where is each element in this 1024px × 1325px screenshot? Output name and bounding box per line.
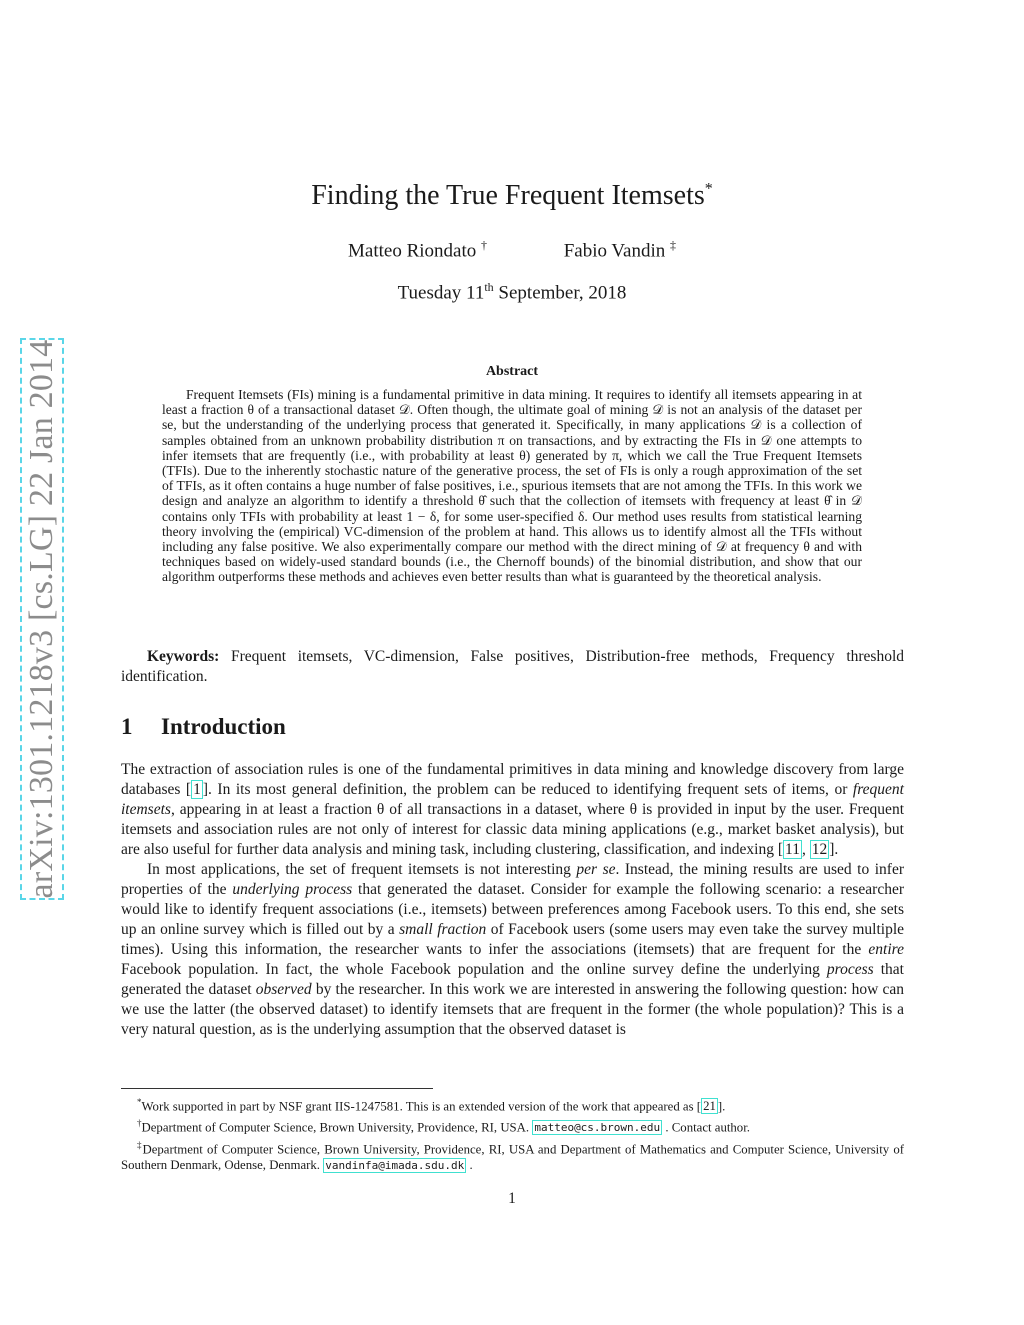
author-name: Fabio Vandin	[563, 240, 666, 262]
author-name: Matteo Riondato	[348, 240, 477, 262]
emphasis: small fraction	[399, 921, 487, 938]
text-run: In most applications, the set of frequent itemsets is not interesting	[147, 861, 577, 878]
section-number: 1	[121, 714, 133, 739]
footnote-text: Department of Computer Science, Brown University, Providence, RI, USA.	[141, 1120, 533, 1135]
footnote-3	[121, 1137, 904, 1175]
citation-separator: ,	[801, 841, 810, 858]
paragraph-1: The extraction of association rules is one of the fundamental primitives in data mining and knowledge discovery from large databases [ 1 ]. In its most general definition, the problem can be reduced to identifying frequent sets of items, or frequent itemsets, appearing in at least a fraction θ of all transactions in a dataset, where θ is provided in input by the user. Frequent itemsets and association rules are not only of interest for classic data mining applications (e.g., market basket analysis), but are also useful for further data analysis and mining task, including clustering, classification, and indexing [ 11 , 12 ].	[121, 761, 904, 858]
citation-link[interactable]: 11	[785, 841, 800, 858]
footnote-text: .	[466, 1158, 473, 1173]
emphasis: process	[826, 961, 874, 978]
emphasis: per se	[576, 861, 616, 878]
footnote-text: .	[722, 1099, 726, 1114]
author-footnote-mark[interactable]: ‡	[670, 238, 676, 252]
footnote-text: Work supported in part by NSF grant IIS-1247581. This is an extended version of the work that appeared as	[141, 1099, 697, 1114]
author-2	[564, 238, 676, 262]
footnote-text: . Contact author.	[662, 1120, 750, 1135]
arxiv-stamp[interactable]	[20, 338, 64, 900]
section-title: Introduction	[161, 714, 286, 739]
abstract-heading: Abstract	[485, 364, 539, 379]
text-run: The extraction of association rules is one of the fundamental primitives in data mining and knowledge discovery from large databases	[121, 761, 904, 798]
emphasis: frequent itemsets	[121, 781, 904, 818]
page-number: 1	[508, 1190, 516, 1207]
keywords	[121, 647, 904, 687]
paper-title	[0, 180, 1024, 212]
footnote-mark: ‡	[137, 1139, 143, 1150]
text-run: , appearing in at least a fraction θ of all transactions in a dataset, where θ is provided in input by the user. Frequent itemsets and association rules are not only of interest for classic data mining applications (e.g., market basket analysis), but are also useful for further data analysis and mining task, including clustering, classification, and indexing	[121, 801, 904, 858]
text-run: Facebook population. In fact, the whole Facebook population and the online survey define the underlying	[121, 961, 827, 978]
citation-link[interactable]: 12	[811, 841, 828, 858]
citation-link[interactable]: 1	[193, 781, 201, 798]
author-1	[348, 238, 487, 262]
date-day: Tuesday 11	[397, 282, 485, 304]
date-month-year: September, 2018	[493, 282, 627, 304]
section-body	[121, 760, 904, 1040]
paper-date	[0, 280, 1024, 304]
text-run: of Facebook users (some users may even take the survey multiple times). Using this information, the researcher wants to infer the associations (itemsets) that are frequent for the	[121, 921, 905, 958]
title-footnote-mark[interactable]: *	[704, 180, 713, 198]
footnote-2	[121, 1115, 904, 1137]
footnote-mark: †	[137, 1117, 142, 1128]
emphasis: observed	[255, 981, 312, 998]
emphasis: entire	[868, 941, 904, 958]
emphasis: underlying process	[232, 881, 353, 898]
text-run: that generated the dataset. Consider for example the following scenario: a researcher would like to identify frequent associations (i.e., itemsets) between preferences among Facebook users. To this end, she sets up an online survey which is filled out by a	[121, 881, 904, 938]
author-list	[0, 238, 1024, 262]
citation-link[interactable]: 21	[703, 1099, 716, 1114]
paragraph-2	[121, 860, 904, 1040]
arxiv-id: arXiv:1301.1218v3 [cs.LG] 22 Jan 2014	[23, 339, 60, 899]
footnote-1: *Work supported in part by NSF grant IIS-1247581. This is an extended version of the work that appeared as [ 21 ].	[137, 1097, 726, 1114]
text-run: that generated the dataset	[121, 961, 904, 998]
text-run: . In its most general definition, the problem can be reduced to identifying frequent sets of items, or	[208, 781, 853, 798]
footnote-divider	[121, 1088, 433, 1089]
footnote-text: Department of Computer Science, Brown University, Providence, RI, USA and Department of Mathematics and Computer Science, University of Southern Denmark, Odense, Denmark.	[121, 1141, 904, 1173]
footnotes	[121, 1094, 904, 1175]
date-ordinal: th	[484, 280, 494, 294]
keywords-text: Frequent itemsets, VC-dimension, False positives, Distribution-free methods, Frequency threshold identification.	[121, 648, 904, 685]
title-text: Finding the True Frequent Itemsets	[311, 180, 705, 211]
abstract-text: Frequent Itemsets (FIs) mining is a fundamental primitive in data mining. It requires to identify all itemsets appearing in at least a fraction θ of a transactional dataset 𝒟. Often though, the ultimate goal of mining 𝒟 is not an analysis of the dataset per se, but the understanding of the underlying process that generated it. Specifically, in many applications 𝒟 is a collection of samples obtained from an unknown probability distribution π on transactions, and by extracting the FIs in 𝒟 one attempts to infer itemsets that are frequently (i.e., with probability at least θ) generated by π, which we call the True Frequent Itemsets (TFIs). Due to the inherently stochastic nature of the generative process, the set of FIs is only a rough approximation of the set of TFIs, as it often contains a huge number of false positives, i.e., spurious itemsets that are not among the TFIs. In this work we design and analyze an algorithm to identify a threshold θ̂ such that the collection of itemsets with frequency at least θ̂ in 𝒟 contains only TFIs with probability at least 1 − δ, for some user-specified δ. Our method uses results from statistical learning theory involving the (empirical) VC-dimension of the problem at hand. This allows us to identify almost all the TFIs without including any false positive. We also experimentally compare our method with the direct mining of 𝒟 at frequency θ and with techniques based on widely-used standard bounds (i.e., the Chernoff bounds) of the binomial distribution, and show that our algorithm outperforms these methods and achieves even better results than what is guaranteed by the theoretical analysis.	[162, 387, 862, 585]
text-run: . Instead, the mining results are used to infer properties of the	[121, 861, 904, 898]
email-link[interactable]: matteo@cs.brown.edu	[534, 1121, 661, 1135]
text-run: by the researcher. In this work we are interested in answering the following question: how can we use the latter (the observed dataset) to identify itemsets that are frequent in the former (the whole population)? This is a very natural question, as is the underlying assumption that the observed dataset is	[121, 981, 904, 1038]
email-link[interactable]: vandinfa@imada.sdu.dk	[325, 1159, 465, 1173]
keywords-label: Keywords:	[147, 648, 220, 665]
author-footnote-mark[interactable]: †	[480, 238, 487, 252]
footnote-mark: *	[137, 1097, 142, 1107]
text-run: .	[834, 841, 839, 858]
section-heading-introduction	[121, 714, 286, 740]
